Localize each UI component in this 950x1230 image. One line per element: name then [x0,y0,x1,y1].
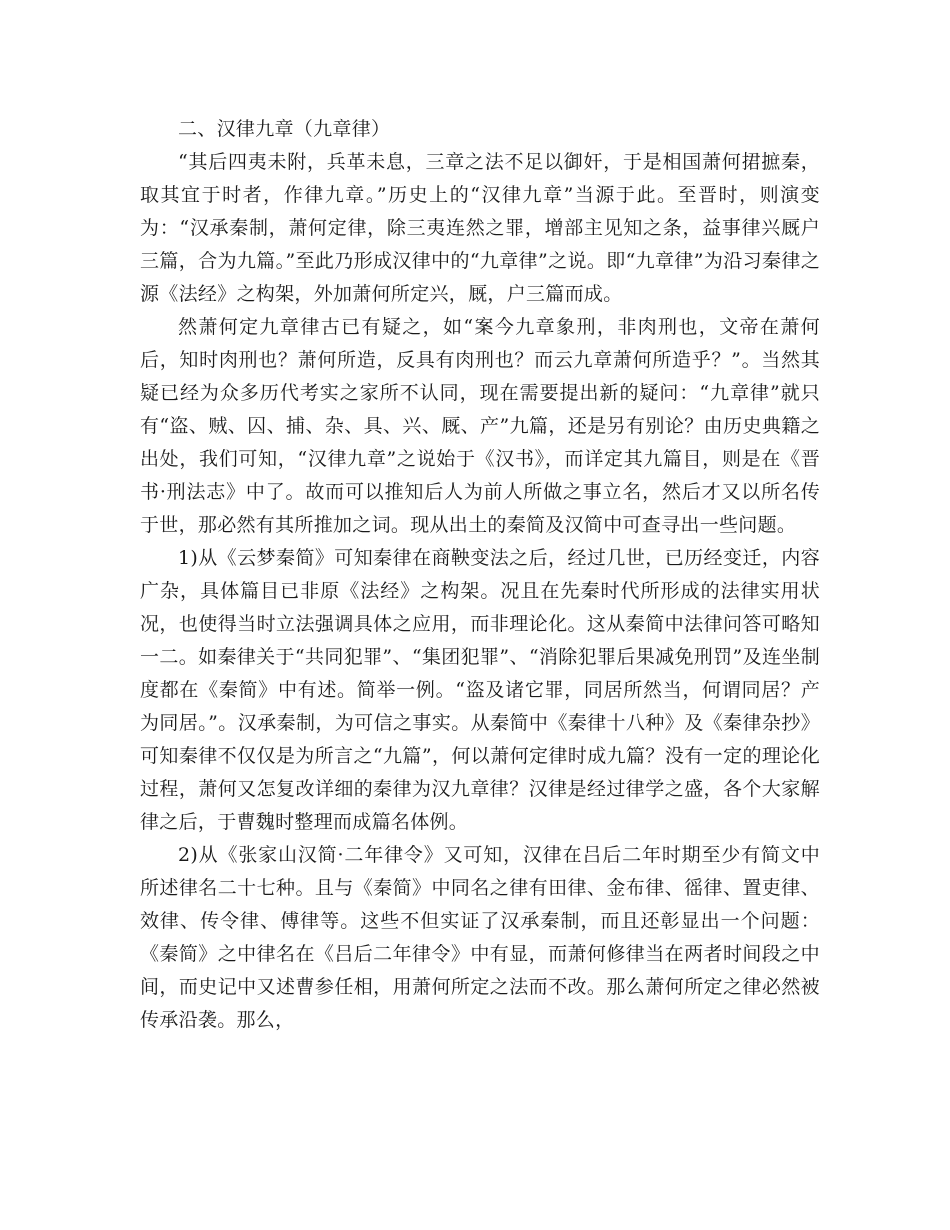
paragraph-1: “其后四夷未附，兵革未息，三章之法不足以御奸，于是相国萧何捃摭秦，取其宜于时者，作律九章。”历史上的“汉律九章”当源于此。至晋时，则演变为：“汉承秦制，萧何定律，除三夷连然之罪，增部主见知之条，益事律兴厩户三篇，合为九篇。”至此乃形成汉律中的“九章律”之说。即“九章律”为沿习秦律之源《法经》之构架，外加萧何所定兴，厩，户三篇而成。 [140,151,820,305]
paragraph-4: 2)从《张家山汉简·二年律令》又可知，汉律在吕后二年时期至少有简文中所述律名二十七种。且与《秦简》中同名之律有田律、金布律、徭律、置吏律、效律、传令律、傅律等。这些不但实证了汉承秦制，而且还彰显出一个问题：《秦简》之中律名在《吕后二年律令》中有显，而萧何修律当在两者时间段之中间，而史记中又述曹参任相，用萧何所定之法而不改。那么萧何所定之律必然被传承沿袭。那么， [140,844,820,1031]
paragraph-3: 1)从《云梦秦简》可知秦律在商鞅变法之后，经过几世，已历经变迁，内容广杂，具体篇目已非原《法经》之构架。况且在先秦时代所形成的法律实用状况，也使得当时立法强调具体之应用，而非理论化。这从秦简中法律问答可略知一二。如秦律关于“共同犯罪”、“集团犯罪”、“消除犯罪后果减免刑罚”及连坐制度都在《秦简》中有述。简举一例。“盗及诸它罪，同居所然当，何谓同居？产为同居。”。汉承秦制，为可信之事实。从秦简中《秦律十八种》及《秦律杂抄》可知秦律不仅仅是为所言之“九篇”，何以萧何定律时成九篇？没有一定的理论化过程，萧何又怎复改详细的秦律为汉九章律？汉律是经过律学之盛，各个大家解律之后，于曹魏时整理而成篇名体例。 [140,547,820,833]
document-body [140,113,820,1037]
paragraph-2: 然萧何定九章律古已有疑之，如“案今九章象刑，非肉刑也，文帝在萧何后，知时肉刑也？萧何所造，反具有肉刑也？而云九章萧何所造乎？”。当然其疑已经为众多历代考实之家所不认同，现在需要提出新的疑问：“九章律”就只有“盗、贼、囚、捕、杂、具、兴、厩、产”九篇，还是另有别论？由历史典籍之出处，我们可知，“汉律九章”之说始于《汉书》，而详定其九篇目，则是在《晋书·刑法志》中了。故而可以推知后人为前人所做之事立名，然后才又以所名传于世，那必然有其所推加之词。现从出土的秦简及汉简中可查寻出一些问题。 [140,316,820,536]
section-heading: 二、汉律九章（九章律） [178,118,391,140]
